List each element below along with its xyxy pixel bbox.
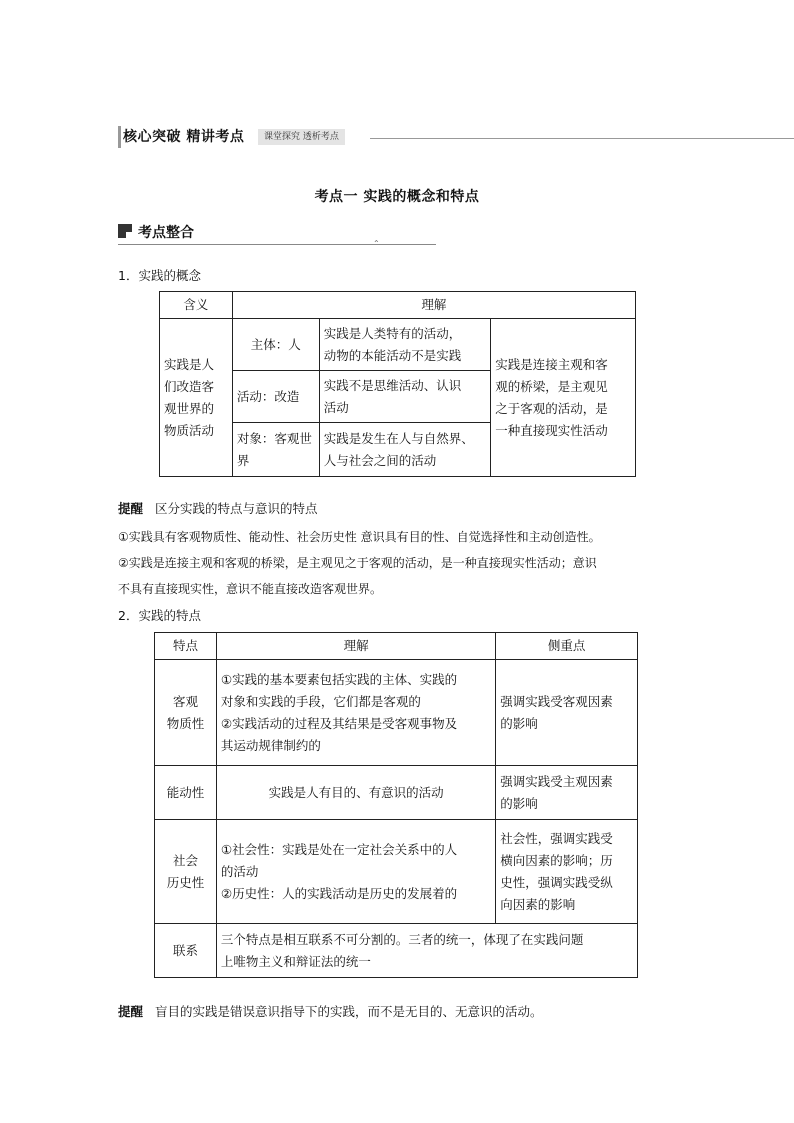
section-banner <box>118 126 678 148</box>
table-cell: 强调实践受主观因素 的影响 <box>496 766 638 820</box>
table-cell: 三个特点是相互联系不可分割的。三者的统一，体现了在实践问题 上唯物主义和辩证法的统一 <box>216 924 637 978</box>
section-title: 考点一 实践的概念和特点 <box>314 189 480 205</box>
header-understanding: 理解 <box>232 292 635 319</box>
table-cell: 实践不是思维活动、认识 活动 <box>319 371 491 423</box>
tip1-line1: ①实践具有客观物质性、能动性、社会历史性 意识具有目的性、自觉选择性和主动创造性。 <box>118 530 601 544</box>
table-cell: 联系 <box>155 924 217 978</box>
table-cell: 对象：客观世界 <box>232 423 319 477</box>
table-cell: 实践是人类特有的活动， 动物的本能活动不是实践 <box>319 319 491 371</box>
part1-label: 1．实践的概念 <box>118 268 201 283</box>
table-cell: ①社会性：实践是处在一定社会关系中的人 的活动 ②历史性：人的实践活动是历史的发展着的 <box>216 820 495 924</box>
table-cell: 能动性 <box>155 766 217 820</box>
square-bullet-icon <box>118 224 132 238</box>
features-table <box>154 632 638 978</box>
header-understanding: 理解 <box>216 633 495 660</box>
table-cell: 强调实践受客观因素 的影响 <box>496 660 638 766</box>
tip2: 提醒 盲目的实践是错误意识指导下的实践，而不是无目的、无意识的活动。 <box>118 1004 543 1019</box>
sub-heading-text: 考点整合 <box>138 225 194 241</box>
table-cell: 主体：人 <box>232 319 319 371</box>
sub-heading-rule <box>118 244 436 245</box>
table-cell: 活动：改造 <box>232 371 319 423</box>
sub-heading <box>118 222 438 248</box>
tip1-title: 提醒 区分实践的特点与意识的特点 <box>118 501 318 516</box>
table-cell: ①实践的基本要素包括实践的主体、实践的 对象和实践的手段，它们都是客观的 ②实践活动的过程及其结果是受客观事物及 其运动规律制约的 <box>216 660 495 766</box>
wave-mark-icon: ⌃ <box>373 239 380 248</box>
table-cell: 社会性，强调实践受 横向因素的影响；历 史性，强调实践受纵 向因素的影响 <box>496 820 638 924</box>
concept-table <box>159 291 636 477</box>
table-cell: 实践是人有目的、有意识的活动 <box>216 766 495 820</box>
summary-cell: 实践是连接主观和客 观的桥梁，是主观见 之于客观的活动，是 一种直接现实性活动 <box>491 319 636 477</box>
tip1-line3: 不具有直接现实性，意识不能直接改造客观世界。 <box>118 582 383 596</box>
definition-cell: 实践是人 们改造客 观世界的 物质活动 <box>160 319 233 477</box>
banner-title: 核心突破 精讲考点 <box>118 126 250 148</box>
table-cell: 实践是发生在人与自然界、 人与社会之间的活动 <box>319 423 491 477</box>
banner-rule <box>370 138 794 139</box>
table-cell: 社会 历史性 <box>155 820 217 924</box>
tip1-line2: ②实践是连接主观和客观的桥梁，是主观见之于客观的活动，是一种直接现实性活动；意识 <box>118 556 597 570</box>
part2-label: 2．实践的特点 <box>118 608 201 623</box>
header-meaning: 含义 <box>160 292 233 319</box>
banner-subtitle: 课堂探究 透析考点 <box>258 129 345 145</box>
table-cell: 客观 物质性 <box>155 660 217 766</box>
header-feature: 特点 <box>155 633 217 660</box>
header-focus: 侧重点 <box>496 633 638 660</box>
